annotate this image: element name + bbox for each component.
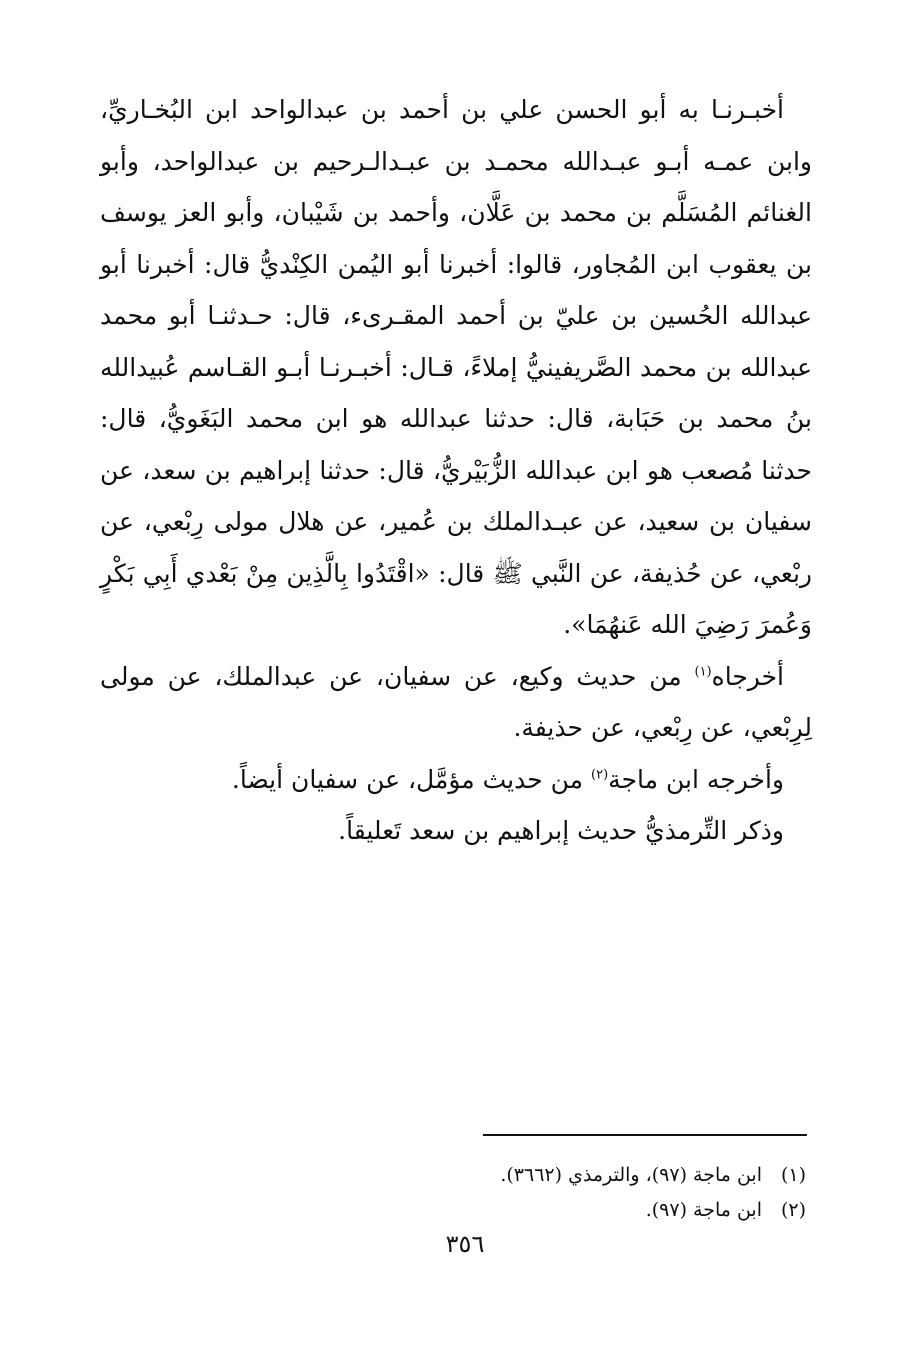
footnote-2-text: ابن ماجة (٩٧).	[645, 1199, 762, 1221]
takhrij-paragraph-2	[100, 754, 812, 806]
footnote-1	[286, 1158, 806, 1193]
isnad-paragraph: أخبـرنـا به أبو الحسن علي بن أحمد بن عبدالواحد ابن البُخـاريِّ، وابن عمـه أبـو عبـدالله محمـد بن عبـدالـرحيم بن عبدالواحد، وأبو الغنائم المُسَلَّم بن محمد بن عَلَّان، وأحمد بن شَيْبان، وأبو العز يوسف بن يعقوب ابن المُجاور، قالوا: أخبرنا أبو اليُمن الكِنْديُّ قال: أخبرنا أبو عبدالله الحُسين بن عليّ بن أحمد المقـرىء، قال: حـدثنـا أبو محمد عبدالله بن محمد الصَّريفينيُّ إملاءً، قـال: أخبـرنـا أبـو القـاسم عُبيدالله بنُ محمد بن حَبَابة، قال: حدثنا عبدالله هو ابن محمد البَغَويُّ، قال: حدثنا مُصعب هو ابن عبدالله الزُّبَيْريُّ، قال: حدثنا إبراهيم بن سعد، عن سفيان بن سعيد، عن عبـدالملك بن عُمير، عن هلال مولى رِبْعي، عن ربْعي، عن حُذيفة، عن النَّبي ﷺ قال: «اقْتَدُوا بِالَّذِين مِنْ بَعْدي أَبِي بَكْرٍ وَعُمرَ رَضِيَ الله عَنهُمَا».	[100, 95, 812, 639]
footnote-ref-2[interactable]: (٢)	[591, 767, 609, 783]
main-text	[100, 84, 812, 857]
footnotes	[286, 1158, 806, 1228]
takhrij-2-rest: من حديث مؤمَّل، عن سفيان أيضاً.	[231, 764, 584, 794]
takhrij-paragraph-1	[100, 651, 812, 754]
tirmidhi-paragraph: وذكر التِّرمذيُّ حديث إبراهيم بن سعد تَعليقاً.	[338, 816, 784, 845]
footnote-1-text: ابن ماجة (٩٧)، والترمذي (٣٦٦٢).	[500, 1164, 762, 1186]
footnote-ref-1[interactable]: (١)	[694, 664, 712, 680]
page-number: ٣٥٦	[445, 1230, 485, 1258]
footnote-separator	[483, 1134, 807, 1136]
footnote-1-number: (١)	[780, 1164, 806, 1186]
footnote-2-number: (٢)	[780, 1199, 806, 1221]
takhrij-2-lead: وأخرجه ابن ماجة	[608, 764, 784, 794]
takhrij-1-rest: من حديث وكيع، عن سفيان، عن عبدالملك، عن مولى لِرِبْعي، عن رِبْعي، عن حذيفة.	[100, 661, 812, 742]
footnote-2	[286, 1193, 806, 1228]
takhrij-1-lead: أخرجاه	[711, 661, 784, 691]
